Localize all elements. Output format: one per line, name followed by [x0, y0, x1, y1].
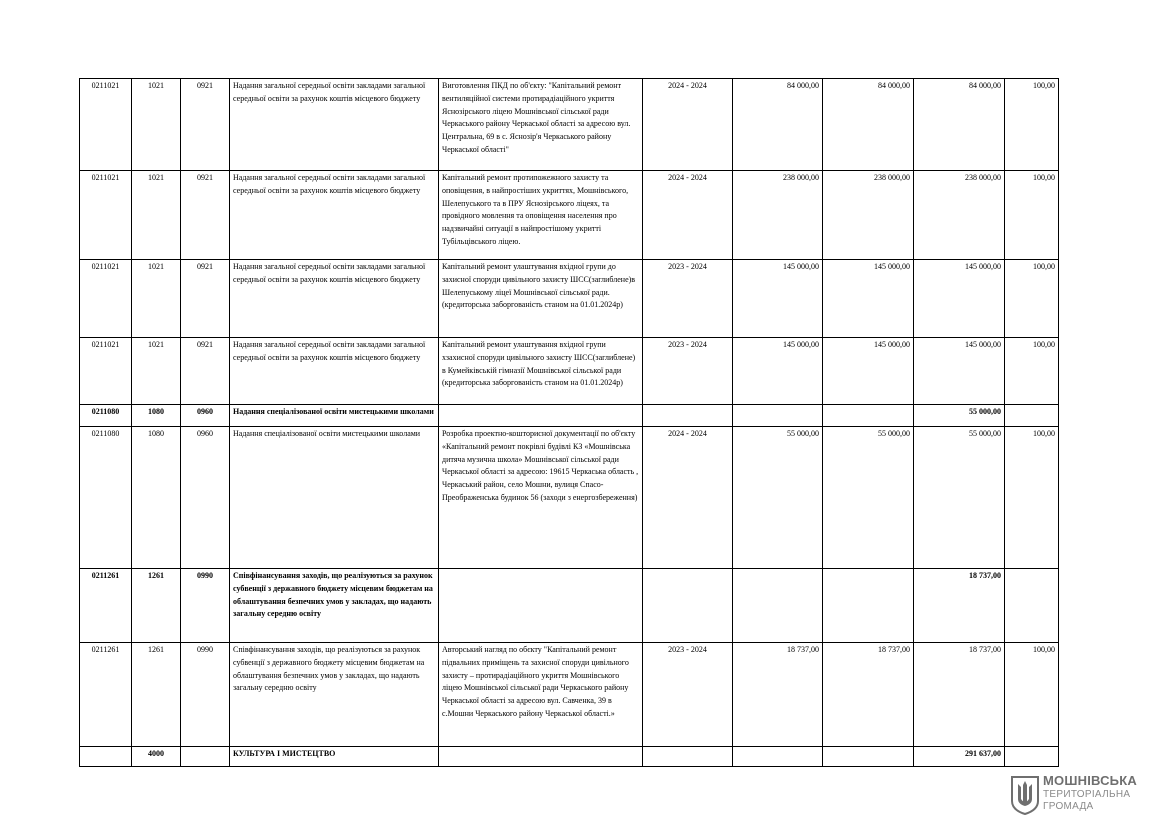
cell-budget-amount: 145 000,00 [914, 260, 1005, 338]
cell-budget-amount: 55 000,00 [914, 405, 1005, 427]
cell-program-code: 0211261 [80, 569, 132, 643]
cell-completion-percent [1005, 569, 1059, 643]
cell-classification-code [181, 747, 230, 767]
cell-project-description: Розробка проектно-кошторисної документації по об'єкту «Капітальний ремонт покрівлі будівлі КЗ «Мошнівська дитяча музична школа» Мошнівської сільської ради Черкаської області за адресою: 19615 Черкаська область , Черкаський район, село Мошни, вулиця Спасо-Преображенська будинок 56 (заходи з енергозбереження) [439, 427, 643, 569]
cell-plan-amount [823, 405, 914, 427]
cell-program-name: Надання спеціалізованої освіти мистецькими школами [230, 427, 439, 569]
cell-classification-code: 0960 [181, 405, 230, 427]
cell-project-description: Капітальний ремонт улаштування вхідної групи хзахисної споруди цивільного захисту ШСС(заглиблене) в Кумейківській гімназії Мошнівської сільської ради (кредиторська заборгованість станом на 01.01.2024р) [439, 338, 643, 405]
table-total-row [80, 569, 1059, 643]
cell-plan-amount: 145 000,00 [823, 338, 914, 405]
table-row [80, 338, 1059, 405]
cell-program-name: Співфінансування заходів, що реалізуються за рахунок субвенції з державного бюджету місцевим бюджетам на облаштування безпечних умов у закладах, що надають загальну середню освіту [230, 643, 439, 747]
cell-classification-code: 0990 [181, 643, 230, 747]
cell-budget-amount: 291 637,00 [914, 747, 1005, 767]
cell-project-description: Виготовлення ПКД по об'єкту: "Капітальний ремонт вентиляційної системи протирадіаційного укриття Яснозірського ліцею Мошнівської сільської ради Черкаського району Черкаської області за адресою вул. Центральна, 69 в с. Яснозір'я Черкаського району Черкаської області" [439, 79, 643, 171]
cell-function-code: 1080 [132, 427, 181, 569]
cell-completion-percent: 100,00 [1005, 643, 1059, 747]
cell-program-code: 0211021 [80, 338, 132, 405]
cell-completion-percent: 100,00 [1005, 79, 1059, 171]
logo-subtitle-1: ТЕРИТОРІАЛЬНА [1043, 789, 1131, 800]
cell-period: 2024 - 2024 [643, 427, 733, 569]
cell-total-cost: 238 000,00 [733, 171, 823, 260]
cell-program-name: Надання загальної середньої освіти закладами загальної середньої освіти за рахунок коштів місцевого бюджету [230, 338, 439, 405]
cell-program-name: Надання спеціалізованої освіти мистецькими школами [230, 405, 439, 427]
cell-plan-amount [823, 569, 914, 643]
cell-plan-amount: 18 737,00 [823, 643, 914, 747]
cell-period: 2024 - 2024 [643, 79, 733, 171]
table-row [80, 79, 1059, 171]
cell-plan-amount: 55 000,00 [823, 427, 914, 569]
cell-function-code: 1080 [132, 405, 181, 427]
budget-table [79, 78, 1059, 767]
cell-program-name: Співфінансування заходів, що реалізуються за рахунок субвенції з державного бюджету місцевим бюджетам на облаштування безпечних умов у закладах, що надають загальну середню освіту [230, 569, 439, 643]
cell-total-cost: 55 000,00 [733, 427, 823, 569]
cell-function-code: 1261 [132, 569, 181, 643]
cell-completion-percent [1005, 747, 1059, 767]
cell-budget-amount: 18 737,00 [914, 569, 1005, 643]
cell-completion-percent: 100,00 [1005, 171, 1059, 260]
cell-completion-percent: 100,00 [1005, 427, 1059, 569]
cell-program-code: 0211021 [80, 260, 132, 338]
cell-budget-amount: 18 737,00 [914, 643, 1005, 747]
cell-program-name: Надання загальної середньої освіти закладами загальної середньої освіти за рахунок коштів місцевого бюджету [230, 171, 439, 260]
table-total-row [80, 405, 1059, 427]
cell-classification-code: 0921 [181, 260, 230, 338]
cell-total-cost [733, 405, 823, 427]
table-total-row [80, 747, 1059, 767]
logo-title: МОШНІВСЬКА [1043, 773, 1137, 788]
cell-plan-amount: 145 000,00 [823, 260, 914, 338]
cell-budget-amount: 145 000,00 [914, 338, 1005, 405]
cell-program-code: 0211021 [80, 171, 132, 260]
cell-period [643, 747, 733, 767]
cell-period: 2023 - 2024 [643, 643, 733, 747]
cell-total-cost [733, 569, 823, 643]
table-row [80, 427, 1059, 569]
cell-project-description: Капітальний ремонт улаштування вхідної групи до захисної споруди цивільного захисту ШСС(заглиблене)в Шелепуському ліцеї Мошнівської сільської ради.(кредиторська заборгованість станом на 01.01.2024р) [439, 260, 643, 338]
cell-budget-amount: 238 000,00 [914, 171, 1005, 260]
community-logo [1010, 772, 1160, 818]
cell-classification-code: 0960 [181, 427, 230, 569]
cell-period [643, 569, 733, 643]
cell-classification-code: 0921 [181, 338, 230, 405]
cell-period: 2023 - 2024 [643, 260, 733, 338]
cell-program-name: КУЛЬТУРА І МИСТЕЦТВО [230, 747, 439, 767]
cell-period: 2023 - 2024 [643, 338, 733, 405]
cell-function-code: 1021 [132, 260, 181, 338]
trident-emblem-icon [1010, 775, 1040, 815]
cell-completion-percent: 100,00 [1005, 338, 1059, 405]
cell-program-code [80, 747, 132, 767]
cell-project-description: Капітальний ремонт протипожежного захисту та оповіщення, в найпростіших укриттях, Мошнівського, Шелепуського та в ПРУ Яснозірського ліцеях, та провідного мовлення та оповіщення населення про надзвичайні ситуації в найпростішому укритті Тубільцівського ліцею. [439, 171, 643, 260]
cell-program-name: Надання загальної середньої освіти закладами загальної середньої освіти за рахунок коштів місцевого бюджету [230, 260, 439, 338]
cell-period [643, 405, 733, 427]
cell-function-code: 1021 [132, 171, 181, 260]
cell-program-name: Надання загальної середньої освіти закладами загальної середньої освіти за рахунок коштів місцевого бюджету [230, 79, 439, 171]
cell-function-code: 1021 [132, 338, 181, 405]
cell-budget-amount: 55 000,00 [914, 427, 1005, 569]
cell-program-code: 0211261 [80, 643, 132, 747]
cell-plan-amount [823, 747, 914, 767]
cell-total-cost [733, 747, 823, 767]
cell-total-cost: 18 737,00 [733, 643, 823, 747]
cell-period: 2024 - 2024 [643, 171, 733, 260]
cell-function-code: 1021 [132, 79, 181, 171]
table-row [80, 260, 1059, 338]
cell-project-description: Авторський нагляд по обєкту "Капітальний ремонт підвальних приміщень та захисної споруди цивільного захисту – протирадіаційного укриття Мошнівського ліцею Мошнівської сільської ради Черкаського району Черкаської області за адресою вул. Савченка, 39 в с.Мошни Черкаського району Черкаської області.» [439, 643, 643, 747]
cell-program-code: 0211021 [80, 79, 132, 171]
cell-classification-code: 0921 [181, 79, 230, 171]
cell-project-description [439, 405, 643, 427]
cell-total-cost: 145 000,00 [733, 260, 823, 338]
cell-completion-percent: 100,00 [1005, 260, 1059, 338]
cell-function-code: 4000 [132, 747, 181, 767]
cell-total-cost: 145 000,00 [733, 338, 823, 405]
cell-project-description [439, 569, 643, 643]
cell-plan-amount: 84 000,00 [823, 79, 914, 171]
cell-plan-amount: 238 000,00 [823, 171, 914, 260]
logo-subtitle-2: ГРОМАДА [1043, 801, 1094, 812]
cell-completion-percent [1005, 405, 1059, 427]
cell-function-code: 1261 [132, 643, 181, 747]
cell-classification-code: 0990 [181, 569, 230, 643]
cell-budget-amount: 84 000,00 [914, 79, 1005, 171]
cell-program-code: 0211080 [80, 427, 132, 569]
cell-classification-code: 0921 [181, 171, 230, 260]
table-row [80, 171, 1059, 260]
table-row [80, 643, 1059, 747]
cell-total-cost: 84 000,00 [733, 79, 823, 171]
cell-program-code: 0211080 [80, 405, 132, 427]
cell-project-description [439, 747, 643, 767]
